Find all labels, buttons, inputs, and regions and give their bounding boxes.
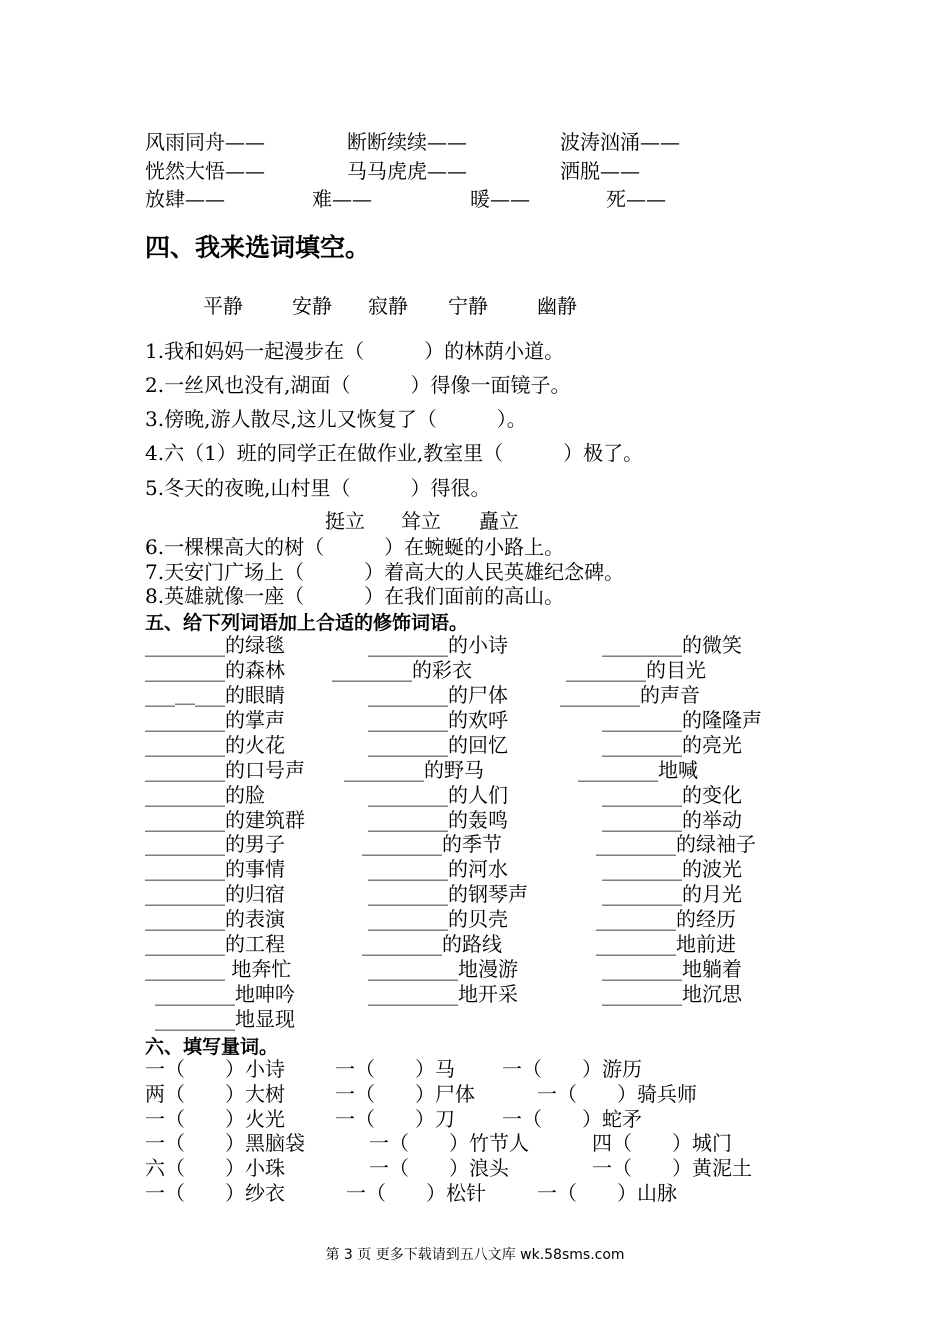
modifier-item: ________地沉思 (602, 982, 742, 1006)
modifier-item: ________的波光 (602, 857, 742, 881)
word-bank-item: 宁静 (448, 294, 488, 318)
measure-word-item: 一（ ）蛇矛 (502, 1107, 642, 1131)
idiom-item: 马马虎虎—— (347, 159, 467, 183)
sentence-text: 5.冬天的夜晚,山村里（ ）得很。 (145, 476, 491, 500)
modifier-item: ________的彩衣 (332, 658, 472, 682)
measure-word-item: 四（ ）城门 (592, 1131, 732, 1155)
sentence-text: 4.六（1）班的同学正在做作业,教室里（ ）极了。 (145, 441, 644, 465)
sentence-text: 7.天安门广场上（ ）着高大的人民英雄纪念碑。 (145, 560, 625, 584)
sentence-text: 6.一棵棵高大的树（ ）在蜿蜒的小路上。 (145, 535, 565, 559)
measure-word-item: 一（ ）纱衣 (145, 1181, 285, 1205)
modifier-item: ________的工程 (145, 932, 285, 956)
measure-word-item: 一（ ）黑脑袋 (145, 1131, 305, 1155)
modifier-item: ________的目光 (566, 658, 706, 682)
sentence-text: 2.一丝风也没有,湖面（ ）得像一面镜子。 (145, 373, 571, 397)
modifier-item: ________的轰鸣 (368, 808, 508, 832)
modifier-item: ________的隆隆声 (602, 708, 762, 732)
modifier-item: ________地躺着 (602, 957, 742, 981)
word-bank-item: 矗立 (479, 509, 519, 533)
modifier-item: ________的变化 (602, 783, 742, 807)
modifier-item: ________的男子 (145, 832, 285, 856)
modifier-item: ________地喊 (578, 758, 698, 782)
modifier-item: ________的建筑群 (145, 808, 305, 832)
modifier-item: ________的亮光 (602, 733, 742, 757)
modifier-item: ________的经历 (596, 907, 736, 931)
measure-word-item: 两（ ）大树 (145, 1082, 285, 1106)
word-bank-item: 安静 (292, 294, 332, 318)
modifier-item: ________的火花 (145, 733, 285, 757)
measure-word-item: 一（ ）游历 (502, 1057, 642, 1081)
idiom-item: 洒脱—— (560, 159, 640, 183)
modifier-item: ________的声音 (560, 683, 700, 707)
sentence-text: 1.我和妈妈一起漫步在（ ）的林荫小道。 (145, 339, 565, 363)
measure-word-item: 一（ ）火光 (145, 1107, 285, 1131)
idiom-item: 断断续续—— (347, 130, 467, 154)
modifier-item: ________的事情 (145, 857, 285, 881)
idiom-item: 放肆—— (145, 187, 225, 211)
modifier-item: ________的野马 (344, 758, 484, 782)
measure-word-item: 一（ ）马 (335, 1057, 455, 1081)
word-bank-item: 寂静 (368, 294, 408, 318)
measure-word-item: 一（ ）浪头 (369, 1156, 509, 1180)
measure-word-item: 一（ ）小诗 (145, 1057, 285, 1081)
modifier-item: ________的森林 (145, 658, 285, 682)
word-bank-item: 平静 (203, 294, 243, 318)
modifier-item: ________的人们 (368, 783, 508, 807)
idiom-item: 恍然大悟—— (145, 159, 265, 183)
idiom-item: 死—— (606, 187, 666, 211)
modifier-item: ________的季节 (362, 832, 502, 856)
modifier-item: ________的微笑 (602, 633, 742, 657)
modifier-item: ________的归宿 (145, 882, 285, 906)
modifier-item: ________的掌声 (145, 708, 285, 732)
modifier-item: ________的钢琴声 (368, 882, 528, 906)
modifier-item: ________的河水 (368, 857, 508, 881)
page-footer: 第 3 页 更多下载请到五八文库 wk.58sms.com (325, 1247, 625, 1263)
modifier-item: _________地漫游 (368, 957, 518, 981)
modifier-item: ________的绿袖子 (596, 832, 756, 856)
modifier-item: ________ 地奔忙 (145, 957, 292, 981)
word-bank-item: 挺立 (325, 509, 365, 533)
measure-word-item: 一（ ）骑兵师 (537, 1082, 697, 1106)
sentence-text: 8.英雄就像一座（ ）在我们面前的高山。 (145, 584, 565, 608)
modifier-item: ___＿___的眼睛 (145, 683, 285, 707)
section-6-title: 六、填写量词。 (145, 1036, 279, 1058)
modifier-item: ________的贝壳 (368, 907, 508, 931)
modifier-item: ________的脸 (145, 783, 265, 807)
word-bank-item: 幽静 (537, 294, 577, 318)
idiom-item: 暖—— (470, 187, 530, 211)
measure-word-item: 一（ ）刀 (335, 1107, 455, 1131)
modifier-item: ________地前进 (596, 932, 736, 956)
modifier-item: ________地显现 (155, 1007, 295, 1031)
modifier-item: ________的绿毯 (145, 633, 285, 657)
idiom-item: 风雨同舟—— (145, 130, 265, 154)
word-bank-item: 耸立 (401, 509, 441, 533)
measure-word-item: 一（ ）竹节人 (369, 1131, 529, 1155)
modifier-item: ________地呻吟 (155, 982, 295, 1006)
modifier-item: ________的举动 (602, 808, 742, 832)
modifier-item: ________的欢呼 (368, 708, 508, 732)
modifier-item: _________地开采 (368, 982, 518, 1006)
idiom-item: 难—— (312, 187, 372, 211)
measure-word-item: 六（ ）小珠 (145, 1156, 285, 1180)
measure-word-item: 一（ ）松针 (346, 1181, 486, 1205)
sentence-text: 3.傍晚,游人散尽,这儿又恢复了（ ）。 (145, 407, 527, 431)
modifier-item: ________的口号声 (145, 758, 305, 782)
modifier-item: ________的月光 (602, 882, 742, 906)
modifier-item: ________的表演 (145, 907, 285, 931)
modifier-item: ________的路线 (362, 932, 502, 956)
section-4-title: 四、我来选词填空。 (145, 233, 371, 262)
measure-word-item: 一（ ）黄泥土 (592, 1156, 752, 1180)
modifier-item: ________的回忆 (368, 733, 508, 757)
modifier-item: ________的尸体 (368, 683, 508, 707)
measure-word-item: 一（ ）尸体 (335, 1082, 475, 1106)
section-5-title: 五、给下列词语加上合适的修饰词语。 (145, 612, 469, 634)
measure-word-item: 一（ ）山脉 (537, 1181, 677, 1205)
idiom-item: 波涛汹涌—— (560, 130, 680, 154)
modifier-item: ________的小诗 (368, 633, 508, 657)
